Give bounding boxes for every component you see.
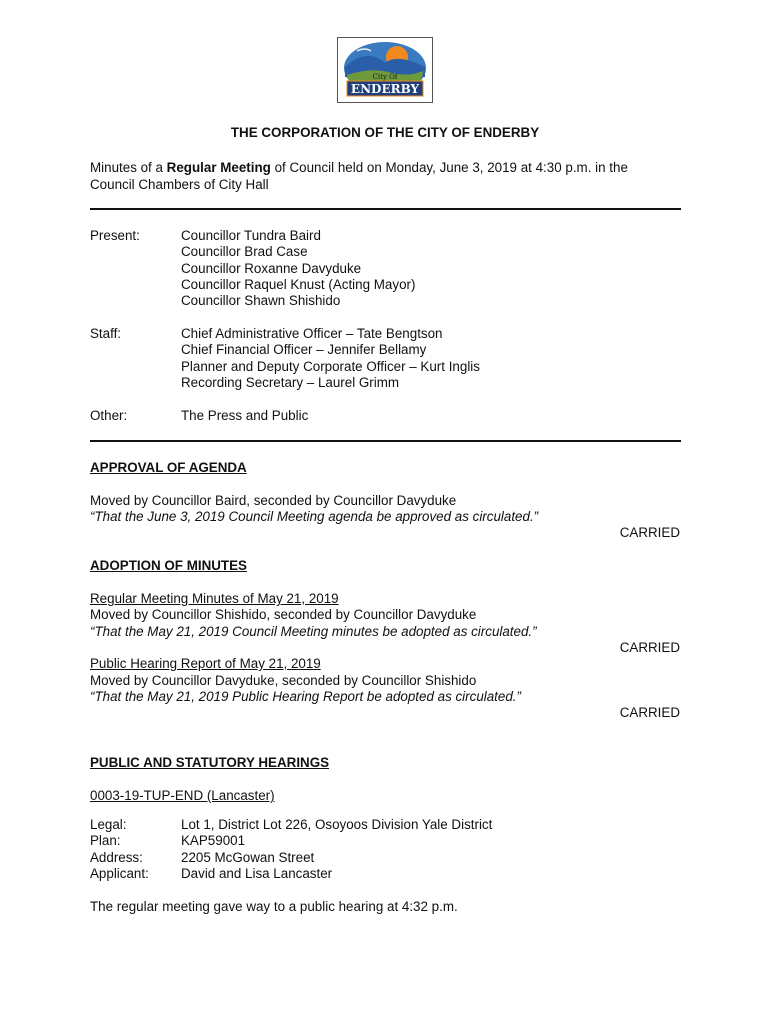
- section-heading-approval-of-agenda: APPROVAL OF AGENDA: [90, 460, 247, 475]
- staff-member: Chief Administrative Officer – Tate Bengtson: [181, 326, 443, 341]
- hearing-value-address: 2205 McGowan Street: [181, 850, 315, 865]
- meeting-intro-line-1: Minutes of a Regular Meeting of Council held on Monday, June 3, 2019 at 4:30 p.m. in the: [90, 160, 628, 175]
- present-member: Councillor Shawn Shishido: [181, 293, 341, 308]
- section-heading-adoption-of-minutes: ADOPTION OF MINUTES: [90, 558, 247, 573]
- agenda-moved-by: Moved by Councillor Baird, seconded by Councillor Davyduke: [90, 493, 457, 508]
- section-heading-public-hearings: PUBLIC AND STATUTORY HEARINGS: [90, 755, 330, 770]
- minutes-item-carried: CARRIED: [619, 705, 680, 720]
- hearing-value-applicant: David and Lisa Lancaster: [181, 866, 333, 881]
- staff-label: Staff:: [90, 326, 122, 341]
- present-member: Councillor Roxanne Davyduke: [181, 261, 362, 276]
- hearing-file-number: 0003-19-TUP-END (Lancaster): [90, 788, 275, 803]
- agenda-motion: “That the June 3, 2019 Council Meeting agenda be approved as circulated.”: [90, 509, 539, 524]
- document-title: THE CORPORATION OF THE CITY OF ENDERBY: [230, 125, 540, 140]
- minutes-item-moved-by: Moved by Councillor Davyduke, seconded by Councillor Shishido: [90, 673, 477, 688]
- hearing-value-plan: KAP59001: [181, 833, 246, 848]
- present-member: Councillor Raquel Knust (Acting Mayor): [181, 277, 416, 292]
- minutes-item-title: Regular Meeting Minutes of May 21, 2019: [90, 591, 339, 606]
- minutes-item-carried: CARRIED: [619, 640, 680, 655]
- other-attendees: The Press and Public: [181, 408, 309, 423]
- hearing-closing-note: The regular meeting gave way to a public hearing at 4:32 p.m.: [90, 899, 458, 914]
- other-label: Other:: [90, 408, 128, 423]
- minutes-item-title: Public Hearing Report of May 21, 2019: [90, 656, 321, 671]
- minutes-item-motion: “That the May 21, 2019 Public Hearing Report be adopted as circulated.”: [90, 689, 521, 704]
- hearing-label-address: Address:: [90, 850, 143, 865]
- minutes-item-moved-by: Moved by Councillor Shishido, seconded by Councillor Davyduke: [90, 607, 477, 622]
- minutes-item-motion: “That the May 21, 2019 Council Meeting minutes be adopted as circulated.”: [90, 624, 537, 639]
- hearing-value-legal: Lot 1, District Lot 226, Osoyoos Division Yale District: [181, 817, 493, 832]
- svg-text:ENDERBY: ENDERBY: [350, 82, 420, 96]
- hearing-label-legal: Legal:: [90, 817, 127, 832]
- svg-text:City Of: City Of: [372, 73, 398, 81]
- present-member: Councillor Tundra Baird: [181, 228, 321, 243]
- divider: [90, 208, 681, 210]
- city-of-enderby-logo: [337, 37, 433, 103]
- present-label: Present:: [90, 228, 140, 243]
- staff-member: Chief Financial Officer – Jennifer Bellamy: [181, 342, 427, 357]
- staff-member: Recording Secretary – Laurel Grimm: [181, 375, 400, 390]
- meeting-intro-line-2: Council Chambers of City Hall: [90, 177, 269, 192]
- agenda-carried: CARRIED: [619, 525, 680, 540]
- hearing-label-plan: Plan:: [90, 833, 121, 848]
- divider: [90, 440, 681, 442]
- hearing-label-applicant: Applicant:: [90, 866, 149, 881]
- staff-member: Planner and Deputy Corporate Officer – Kurt Inglis: [181, 359, 480, 374]
- present-member: Councillor Brad Case: [181, 244, 308, 259]
